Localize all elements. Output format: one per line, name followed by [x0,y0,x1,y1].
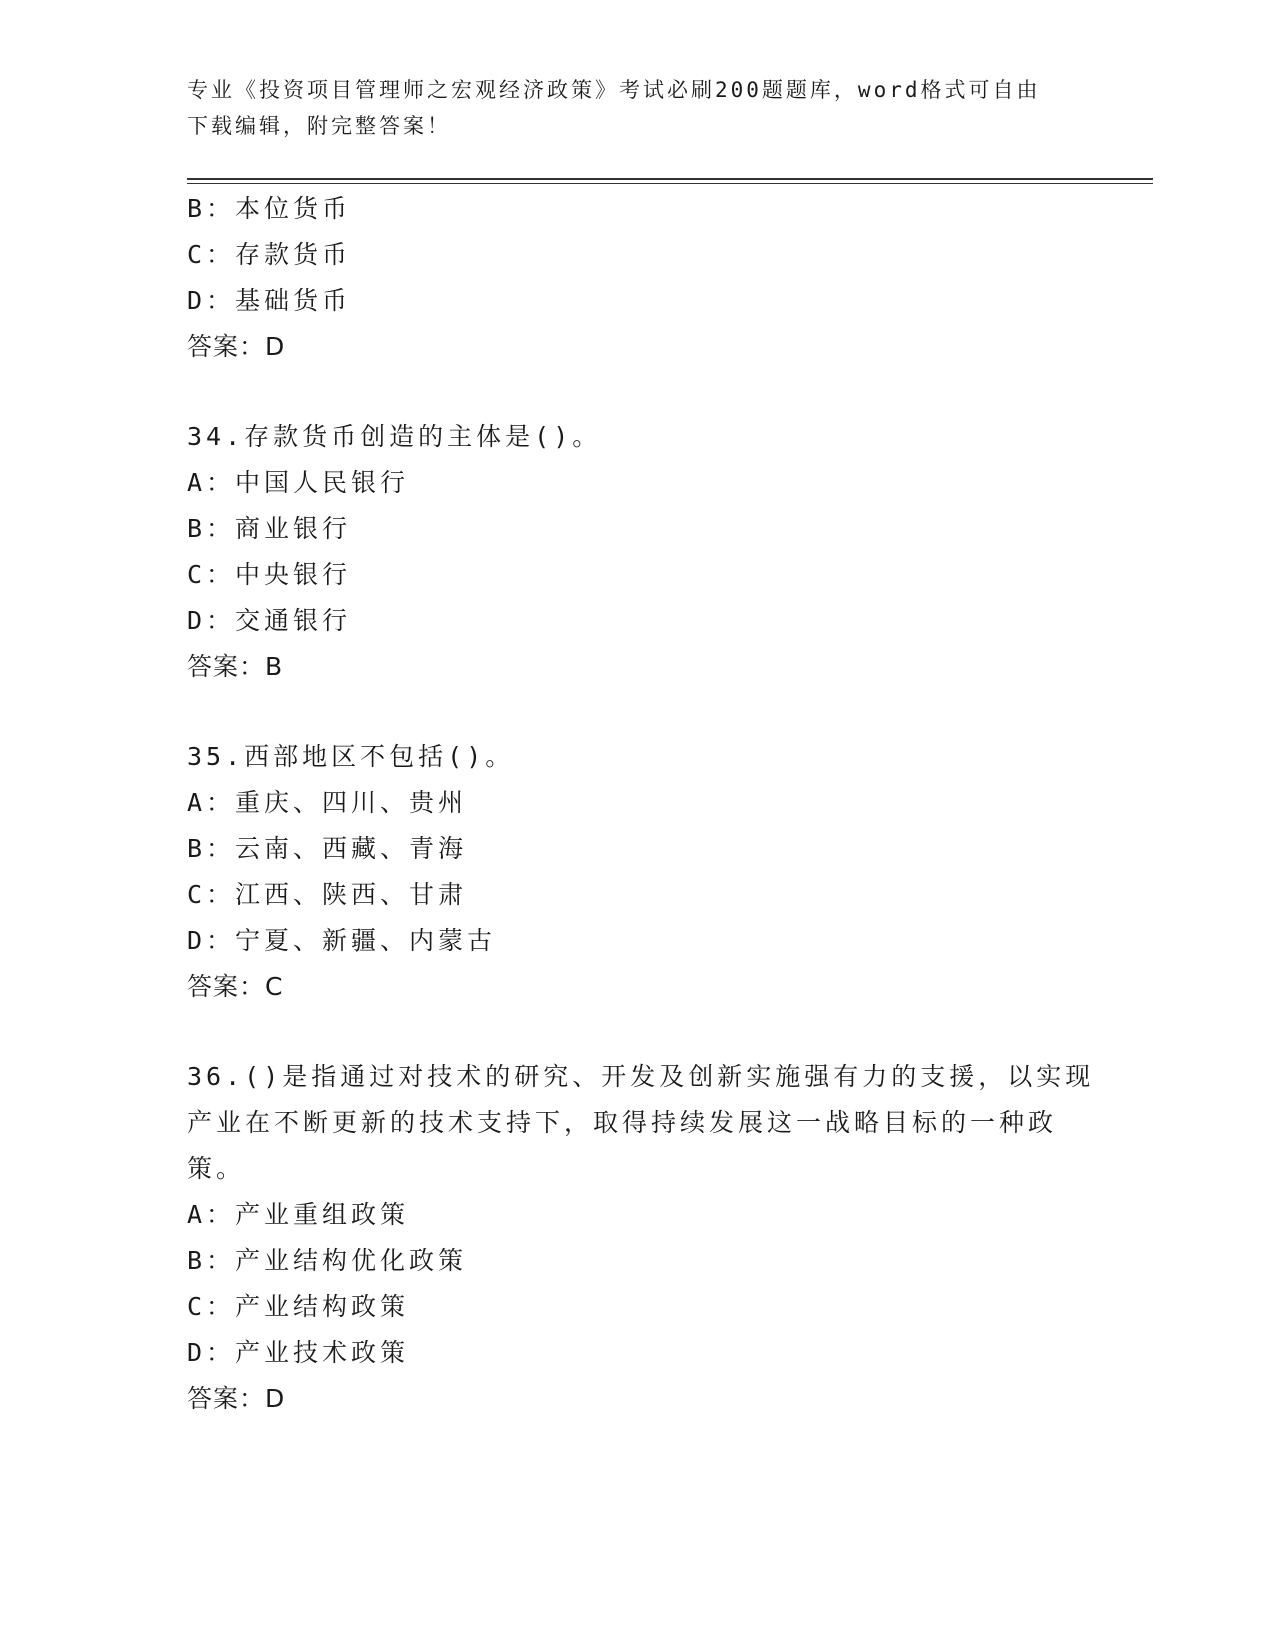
option-d: D：基础货币 [187,286,352,315]
spacer [187,1010,1087,1054]
header-line-1: 专业《投资项目管理师之宏观经济政策》考试必刷200题题库，word格式可自由 [187,78,1041,102]
question-stem-line-2: 产业在不断更新的技术支持下，取得持续发展这一战略目标的一种政 [187,1108,1058,1137]
option-d: D：宁夏、新疆、内蒙古 [187,926,497,955]
question-stem-line-1: 36.()是指通过对技术的研究、开发及创新实施强有力的支援，以实现 [187,1062,1095,1091]
question-36 [187,1054,1095,1422]
option-d: D：交通银行 [187,606,352,635]
document-header [187,72,1067,144]
question-content [187,186,1095,1422]
option-b: B：产业结构优化政策 [187,1246,468,1275]
question-35 [187,734,1087,1010]
option-d: D：产业技术政策 [187,1338,410,1367]
option-c: C：产业结构政策 [187,1292,410,1321]
question-34 [187,414,1087,690]
option-c: C：中央银行 [187,560,352,589]
option-b: B：本位货币 [187,194,352,223]
answer: 答案：D [187,1384,286,1413]
question-stem-line-3: 策。 [187,1154,246,1183]
option-b: B：云南、西藏、青海 [187,834,468,863]
option-c: C：存款货币 [187,240,352,269]
question-33 [187,186,1087,370]
spacer [187,690,1087,734]
answer: 答案：D [187,332,286,361]
header-divider [187,178,1153,180]
answer: 答案：C [187,972,284,1001]
option-a: A：中国人民银行 [187,468,410,497]
question-stem: 35.西部地区不包括()。 [187,742,515,771]
option-a: A：产业重组政策 [187,1200,410,1229]
option-a: A：重庆、四川、贵州 [187,788,468,817]
option-c: C：江西、陕西、甘肃 [187,880,468,909]
question-stem: 34.存款货币创造的主体是()。 [187,422,602,451]
option-b: B：商业银行 [187,514,352,543]
spacer [187,370,1087,414]
header-line-2: 下载编辑，附完整答案！ [187,114,451,138]
answer: 答案：B [187,652,284,681]
